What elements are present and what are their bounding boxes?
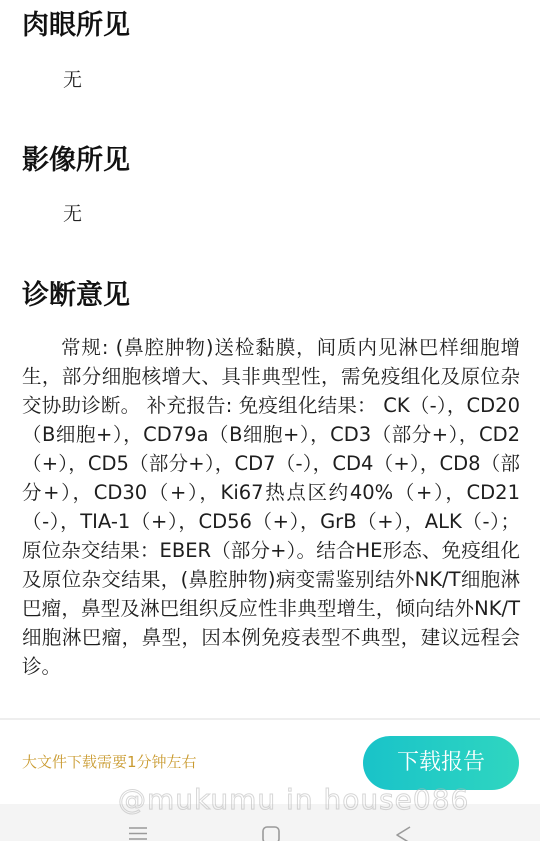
download-hint: 大文件下载需要1分钟左右 bbox=[22, 753, 197, 771]
menu-icon[interactable] bbox=[128, 826, 148, 841]
home-icon[interactable] bbox=[261, 826, 281, 841]
back-icon[interactable] bbox=[394, 826, 414, 841]
gross-findings-value: 无 bbox=[63, 69, 83, 91]
download-report-button[interactable]: 下载报告 bbox=[363, 736, 519, 790]
watermark: @mukumu in house086 bbox=[118, 783, 470, 816]
imaging-findings-value: 无 bbox=[63, 203, 83, 225]
diagnosis-title: 诊断意见 bbox=[22, 280, 130, 311]
gross-findings-title: 肉眼所见 bbox=[22, 10, 130, 41]
diagnosis-text: 常规: (鼻腔肿物)送检黏膜，间质内见淋巴样细胞增生，部分细胞核增大、具非典型性，需免疫组化及原位杂交协助诊断。 补充报告: 免疫组化结果： CK（-），CD20（B细胞+），CD79a（B细胞+），CD3（部分+），CD2（+），CD5（部分+），CD7（-），CD4（+），CD8（部分+），CD30（+），Ki67热点区约40%（+），CD21（-），TIA-1（+），CD56（+），GrB（+），ALK（-）； 原位杂交结果：EBER（部分+）。结合HE形态、免疫组化及原位杂交结果，(鼻腔肿物)病变需鉴别结外NK/T细胞淋巴瘤，鼻型及淋巴组织反应性非典型增生，倾向结外NK/T细胞淋巴瘤，鼻型，因本例免疫表型不典型，建议远程会诊。 bbox=[22, 336, 520, 678]
imaging-findings-title: 影像所见 bbox=[22, 145, 130, 176]
